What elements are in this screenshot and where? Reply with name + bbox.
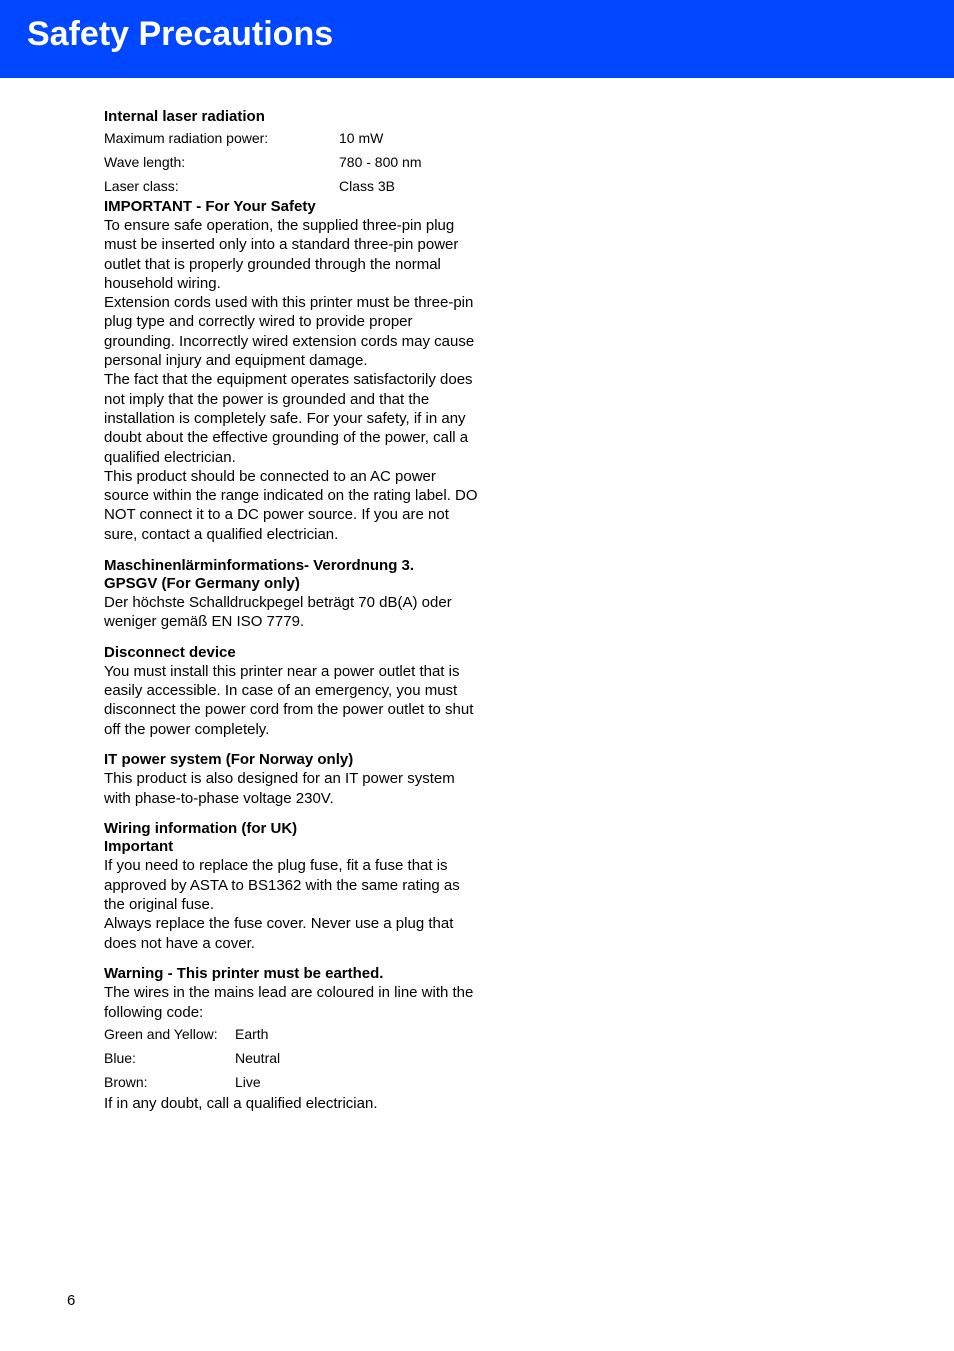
section-laser [104,108,484,198]
paragraph: You must install this printer near a power outlet that is easily accessible. In case of an emergency, you must disconnect the power cord from the power outlet to shut off the power completely. [104,662,474,738]
section-heading-norway: IT power system (For Norway only) [104,751,354,769]
table-row [104,126,422,150]
table-row [104,150,422,174]
spec-label: Wave length: [104,154,186,170]
table-row [104,1022,280,1046]
wire-color-label: Blue: [104,1050,136,1066]
section-germany [104,557,484,632]
paragraph: If in any doubt, call a qualified electrician. [104,1095,378,1112]
paragraph: The wires in the mains lead are coloured in line with the following code: [104,984,474,1021]
page-title: Safety Precautions [27,15,334,53]
section-uk-wiring [104,820,484,952]
spacer [104,739,484,752]
wire-function: Neutral [235,1050,281,1066]
section-heading-germany-sub: GPSGV (For Germany only) [104,574,300,592]
wire-color-label: Green and Yellow: [104,1026,218,1042]
spec-label: Laser class: [104,178,179,194]
table-row [104,174,422,198]
section-norway [104,751,484,808]
table-row [104,1070,280,1094]
section-important [104,198,484,544]
section-disconnect [104,644,484,739]
document-body [104,108,484,1113]
spec-label: Maximum radiation power: [104,130,269,146]
section-earthed [104,965,484,1113]
paragraph: If you need to replace the plug fuse, fit a fuse that is approved by ASTA to BS1362 with the same rating as the original fuse. [104,857,460,914]
spacer [104,808,484,821]
header-bar [0,0,954,78]
section-heading-uk: Wiring information (for UK) [104,820,298,838]
spec-value: Class 3B [339,178,396,194]
spacer [104,953,484,966]
paragraph: Always replace the fuse cover. Never use a plug that does not have a cover. [104,915,454,952]
wire-function: Live [235,1074,261,1090]
paragraph: Der höchste Schalldruckpegel beträgt 70 dB(A) oder weniger gemäß EN ISO 7779. [104,593,452,630]
paragraph: To ensure safe operation, the supplied three-pin plug must be inserted only into a standard three-pin power outlet that is properly grounded through the normal household wiring. [104,217,459,292]
wire-color-table [104,1022,280,1094]
wire-color-label: Brown: [104,1074,148,1090]
spacer [104,631,484,644]
section-heading-laser: Internal laser radiation [104,108,265,125]
paragraph: This product should be connected to an AC power source within the range indicated on the rating label. DO NOT connect it to a DC power source. If you are not sure, contact a qualified electrician. [104,467,478,543]
spec-value: 780 - 800 nm [339,154,422,170]
section-heading-important: IMPORTANT - For Your Safety [104,198,316,215]
paragraph: Extension cords used with this printer must be three-pin plug type and correctly wired to provide proper grounding. Incorrectly wired extension cords may cause personal injury and equipment damage. [104,294,475,370]
spacer [104,544,484,557]
table-row [104,1046,280,1070]
spec-value: 10 mW [339,130,384,146]
section-heading-disconnect: Disconnect device [104,643,236,661]
section-subheading-important: Important [104,838,174,856]
paragraph: This product is also designed for an IT power system with phase-to-phase voltage 230V. [104,770,455,807]
wire-function: Earth [235,1026,269,1042]
laser-spec-table [104,126,422,198]
section-heading-germany: Maschinenlärminformations- Verordnung 3. [104,556,415,574]
section-heading-earthed: Warning - This printer must be earthed. [104,965,384,983]
paragraph: The fact that the equipment operates satisfactorily does not imply that the power is grounded and that the installation is completely safe. For your safety, if in any doubt about the effective grounding of the power, call a qualified electrician. [104,371,473,466]
page-number: 6 [67,1292,76,1309]
